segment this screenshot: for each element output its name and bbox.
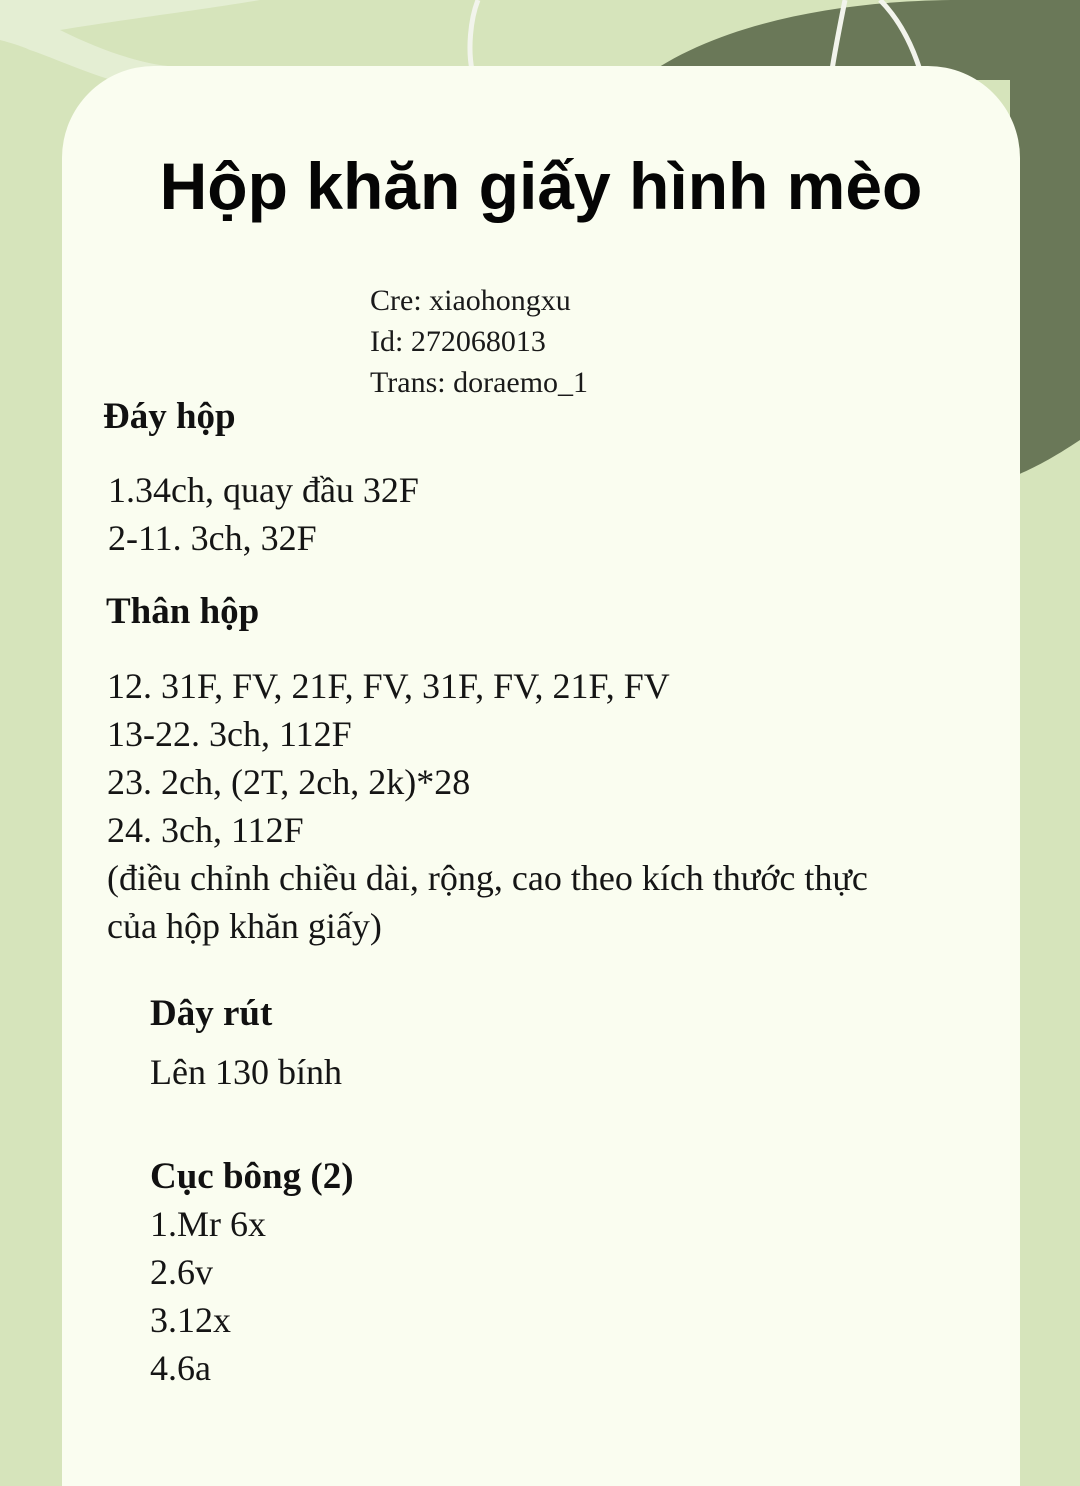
credit-id: Id: 272068013	[370, 325, 546, 358]
instruction-note: (điều chỉnh chiều dài, rộng, cao theo kích thước thực	[107, 858, 868, 898]
page-title: Hộp khăn giấy hình mèo	[159, 149, 923, 223]
section-body-pompom	[150, 1200, 266, 1392]
instruction-line: 1.Mr 6x	[150, 1204, 266, 1244]
credits	[370, 280, 588, 403]
instruction-line: 2.6v	[150, 1252, 213, 1292]
section-body-drawstring	[150, 1048, 342, 1096]
instruction-line: 24. 3ch, 112F	[107, 810, 304, 850]
instruction-line: Lên 130 bính	[150, 1052, 342, 1092]
section-heading-drawstring: Dây rút	[150, 993, 273, 1034]
instruction-line: 1.34ch, quay đầu 32F	[108, 470, 419, 510]
instruction-line: 3.12x	[150, 1300, 231, 1340]
section-body-body	[107, 662, 868, 950]
instruction-note: của hộp khăn giấy)	[107, 906, 382, 946]
instruction-line: 2-11. 3ch, 32F	[108, 518, 317, 558]
instruction-line: 23. 2ch, (2T, 2ch, 2k)*28	[107, 762, 471, 802]
instruction-line: 13-22. 3ch, 112F	[107, 714, 352, 754]
section-body-base	[108, 466, 419, 562]
credit-translator: Trans: doraemo_1	[370, 366, 589, 399]
instruction-line: 12. 31F, FV, 21F, FV, 31F, FV, 21F, FV	[107, 666, 670, 706]
section-heading-pompom: Cục bông (2)	[150, 1156, 354, 1197]
instruction-line: 4.6a	[150, 1348, 211, 1388]
section-heading-base: Đáy hộp	[103, 396, 236, 437]
white-line-left	[470, 0, 478, 70]
section-heading-body: Thân hộp	[106, 591, 260, 632]
credit-author: Cre: xiaohongxu	[370, 284, 571, 317]
